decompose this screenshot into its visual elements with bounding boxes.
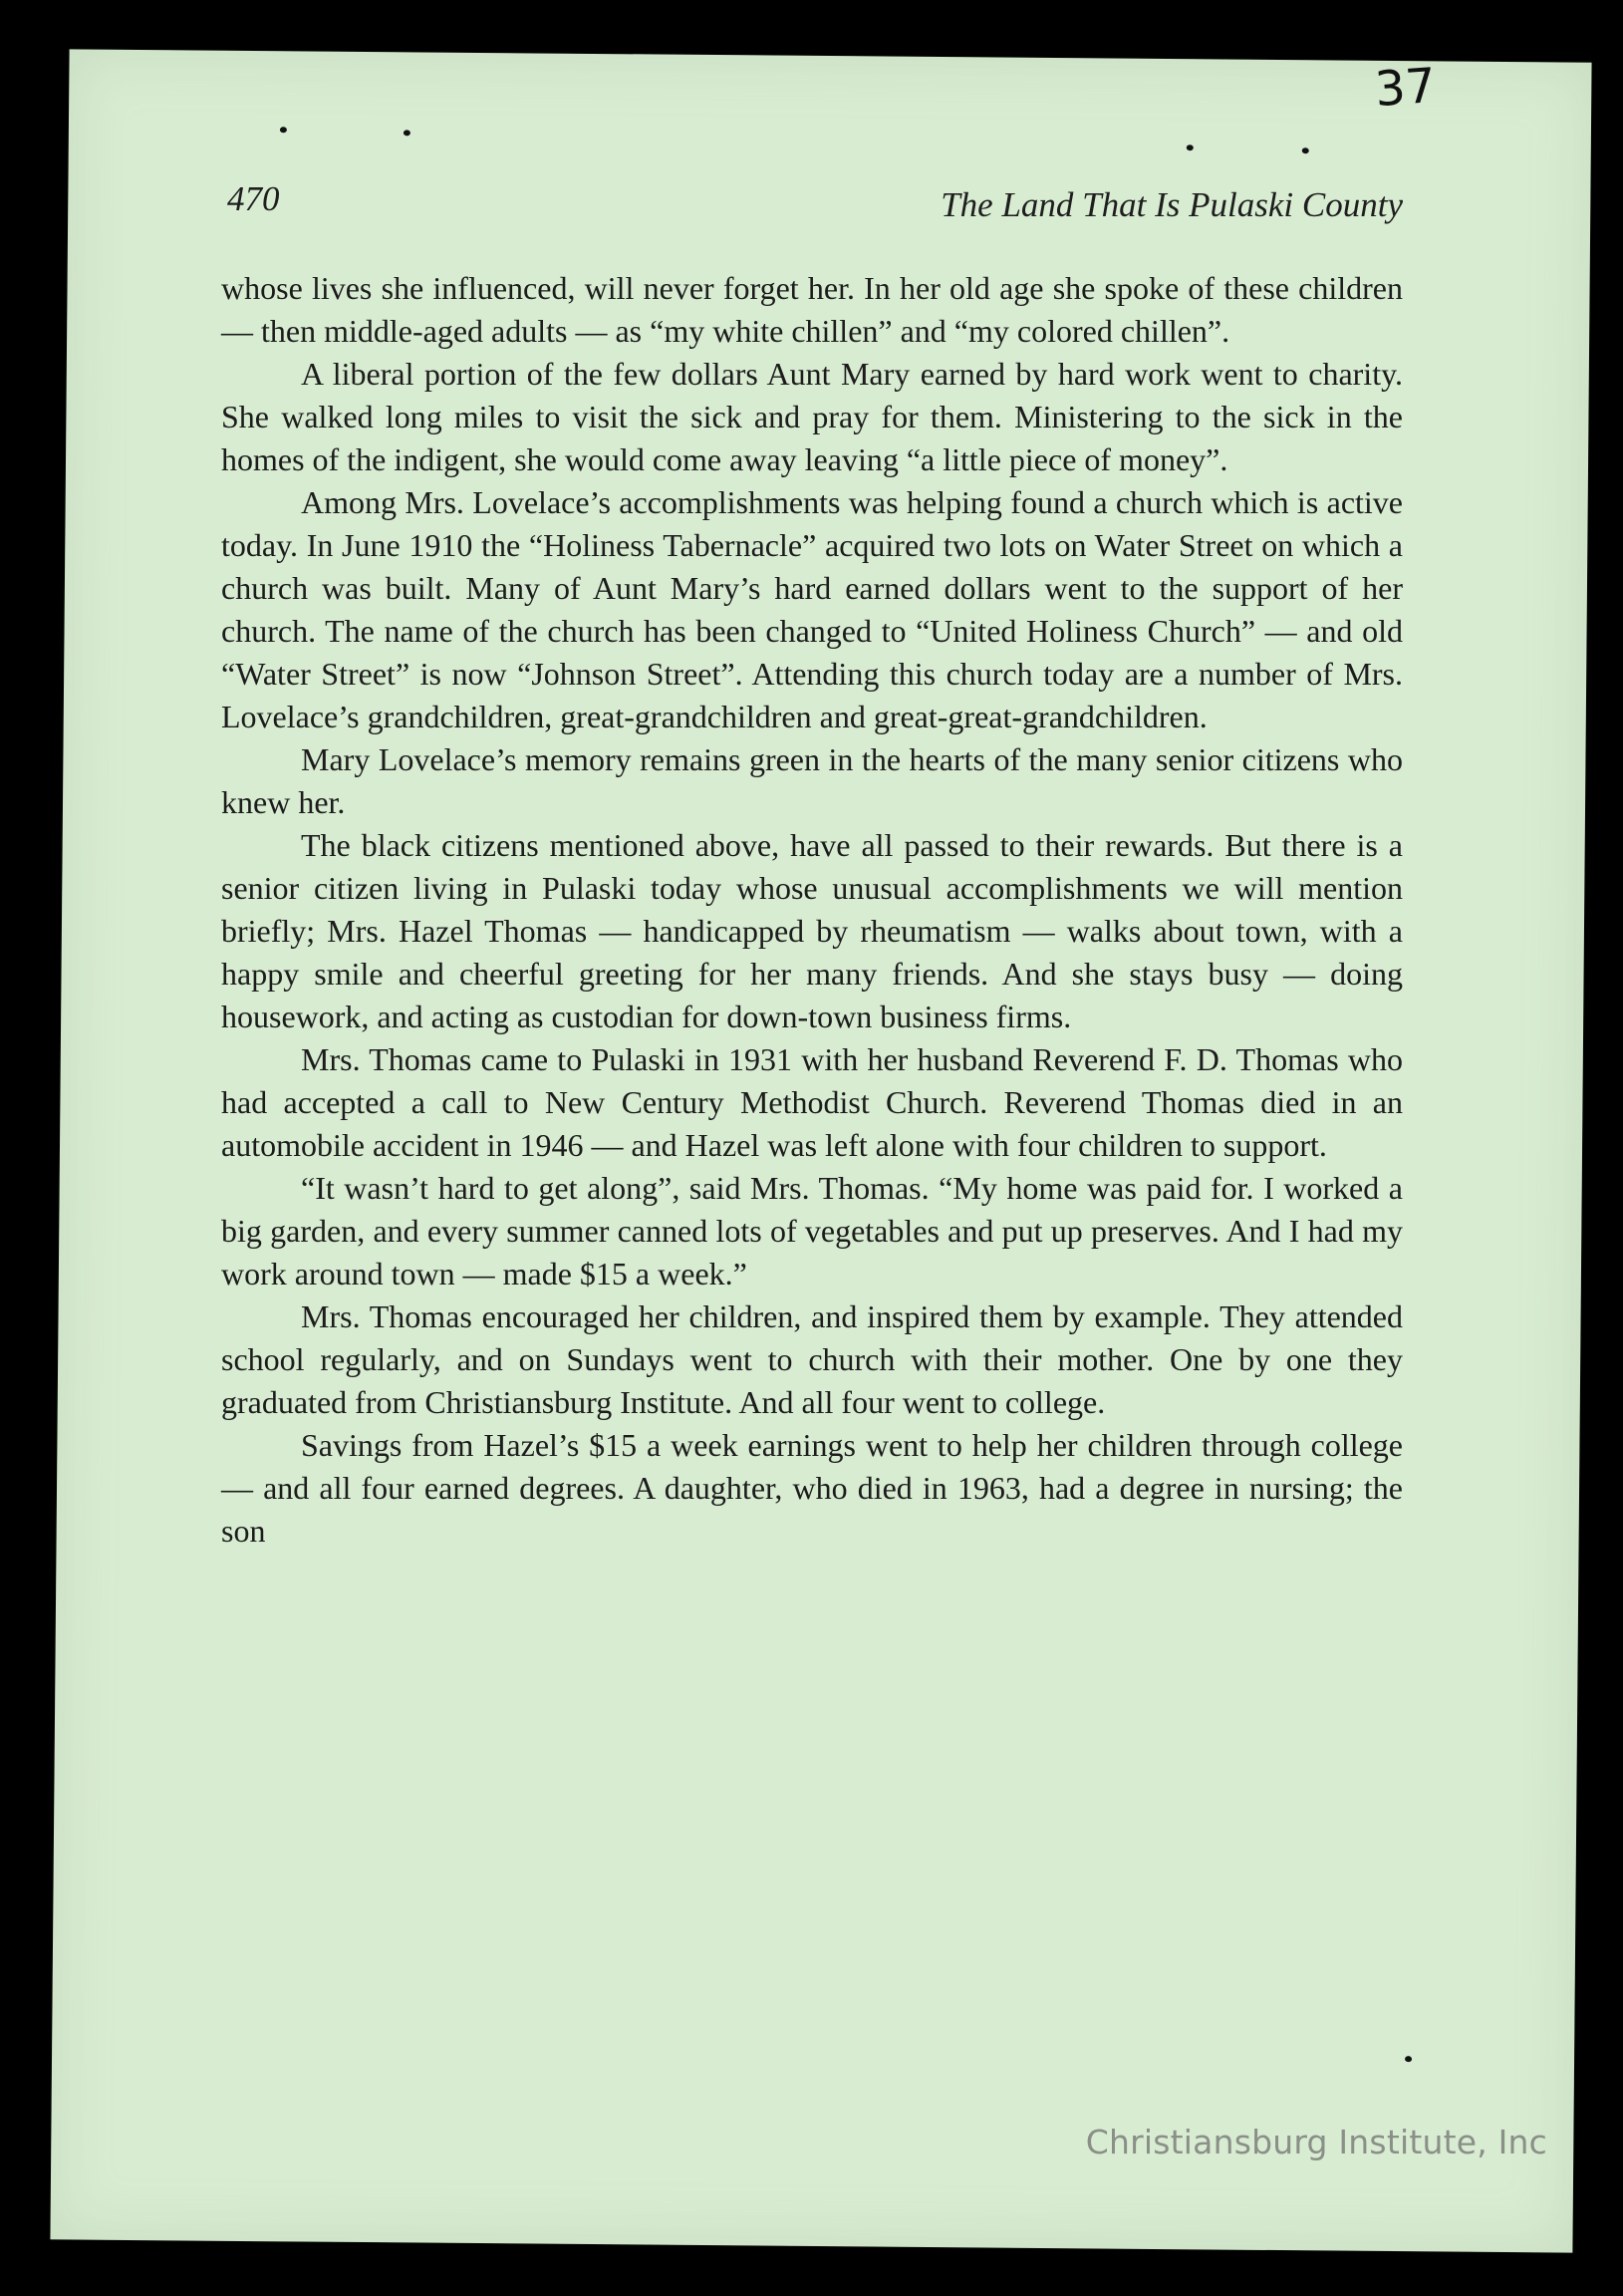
paragraph: Mrs. Thomas encouraged her children, and inspired them by example. They attended school regularly, and on Sundays went to church with their mother. One by one they graduated from Christiansburg Institute. And all four went to college.	[221, 1298, 1403, 1420]
paragraph: whose lives she influenced, will never forget her. In her old age she spoke of these children — then middle-aged adults — as “my white chillen” and “my colored chillen”.	[221, 270, 1403, 349]
paragraph: “It wasn’t hard to get along”, said Mrs. Thomas. “My home was paid for. I worked a big garden, and every summer canned lots of vegetables and put up preserves. And I had my work around town — made $15 a week.”	[221, 1170, 1403, 1292]
running-title: The Land That Is Pulaski County	[941, 185, 1403, 224]
paragraph: A liberal portion of the few dollars Aunt Mary earned by hard work went to charity. She walked long miles to visit the sick and pray for them. Ministering to the sick in the homes of the indigent, she would come away leaving “a little piece of money”.	[221, 356, 1403, 477]
paragraph: Among Mrs. Lovelace’s accomplishments was helping found a church which is active today. In June 1910 the “Holiness Tabernacle” acquired two lots on Water Street on which a church was built. Many of Aunt Mary’s hard earned dollars went to the support of her church. The name of the church has been changed to “United Holiness Church” — and old “Water Street” is now “Johnson Street”. Attending this church today are a number of Mrs. Lovelace’s grandchildren, great-grandchildren and great-great-grandchildren.	[221, 484, 1403, 734]
paragraph: Mary Lovelace’s memory remains green in the hearts of the many senior citizens who knew her.	[221, 741, 1403, 820]
page-number: 470	[227, 179, 280, 218]
watermark: Christiansburg Institute, Inc	[1085, 2123, 1547, 2161]
punch-dot	[1302, 147, 1309, 153]
paragraph: The black citizens mentioned above, have all passed to their rewards. But there is a senior citizen living in Pulaski today whose unusual accomplishments we will mention briefly; Mrs. Hazel Thomas — handicapped by rheumatism — walks about town, with a happy smile and cheerful greeting for her many friends. And she stays busy — doing housework, and acting as custodian for down-town business firms.	[221, 827, 1403, 1034]
punch-dot	[1405, 2056, 1412, 2062]
paragraph: Savings from Hazel’s $15 a week earnings went to help her children through college — and all four earned degrees. A daughter, who died in 1963, had a degree in nursing; the son	[221, 1427, 1403, 1549]
paragraph: Mrs. Thomas came to Pulaski in 1931 with her husband Reverend F. D. Thomas who had accepted a call to New Century Methodist Church. Reverend Thomas died in an automobile accident in 1946 — and Hazel was left alone with four children to support.	[221, 1041, 1403, 1163]
punch-dot	[1187, 144, 1194, 150]
punch-dot	[404, 130, 410, 136]
page-header	[227, 179, 1403, 239]
body-text	[221, 267, 1403, 1553]
punch-dot	[280, 127, 287, 133]
handwritten-annotation: 37	[1373, 57, 1438, 119]
